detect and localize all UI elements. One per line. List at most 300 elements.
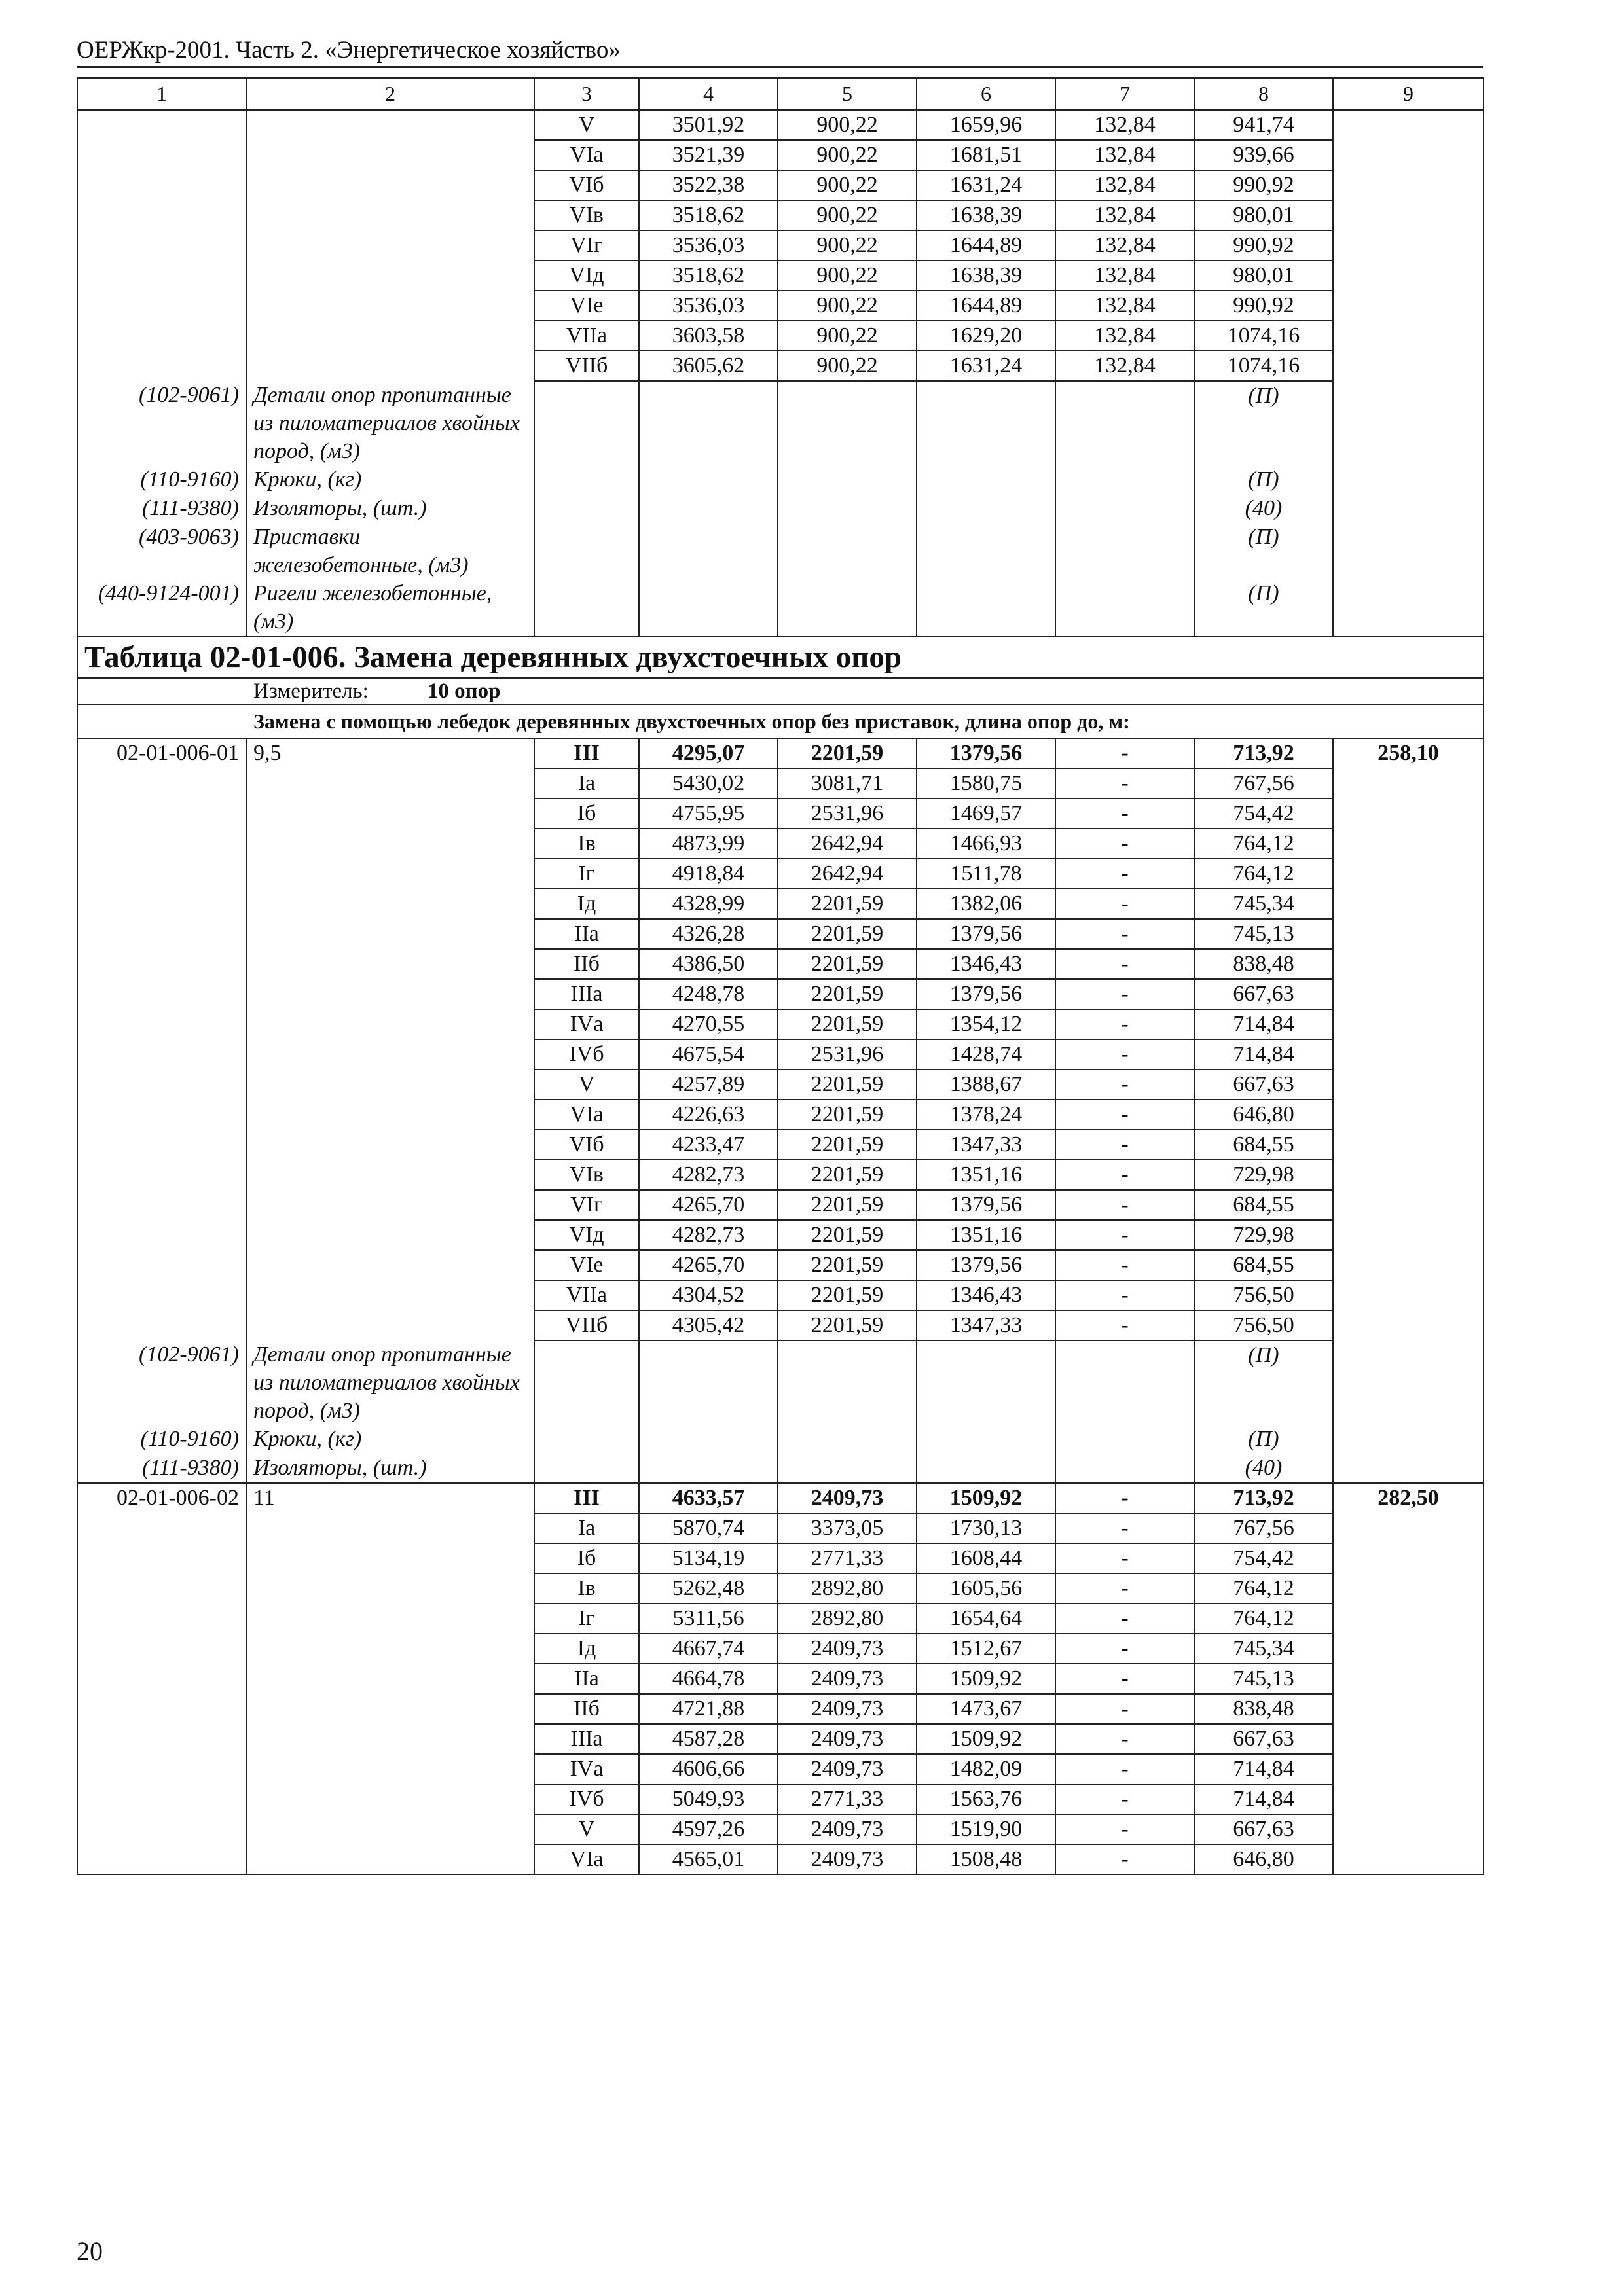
- value-cell: 4918,84: [639, 859, 778, 889]
- value-cell: 4664,78: [639, 1664, 778, 1694]
- value-cell: 4326,28: [639, 919, 778, 949]
- total-cell: [1333, 1814, 1484, 1844]
- data-row: [77, 738, 1484, 768]
- total-cell: [1333, 1513, 1484, 1543]
- material-qty: (П): [1194, 381, 1333, 465]
- value-cell: 2531,96: [778, 798, 917, 829]
- value-cell: 900,22: [778, 140, 917, 170]
- empty-cell: [917, 1425, 1055, 1454]
- rate-name: [246, 1634, 534, 1664]
- value-cell: 900,22: [778, 351, 917, 381]
- value-cell: 5049,93: [639, 1784, 778, 1814]
- total-cell: [1333, 1844, 1484, 1874]
- value-cell: 2201,59: [778, 1190, 917, 1220]
- data-row: [77, 1634, 1484, 1664]
- value-cell: -: [1055, 1844, 1194, 1874]
- value-cell: 1469,57: [917, 798, 1055, 829]
- value-cell: -: [1055, 1220, 1194, 1250]
- value-cell: VIе: [534, 291, 639, 321]
- material-code: (102-9061): [77, 381, 246, 465]
- material-row: [77, 1425, 1484, 1454]
- value-cell: 980,01: [1194, 200, 1333, 230]
- value-cell: VIа: [534, 1100, 639, 1130]
- rates-table: [77, 77, 1484, 1875]
- value-cell: 1509,92: [917, 1724, 1055, 1754]
- name-cell: [246, 351, 534, 381]
- data-row: [77, 1573, 1484, 1604]
- rate-code: [77, 1814, 246, 1844]
- value-cell: 1638,39: [917, 200, 1055, 230]
- value-cell: 646,80: [1194, 1100, 1333, 1130]
- value-cell: 2531,96: [778, 1039, 917, 1069]
- value-cell: 764,12: [1194, 1604, 1333, 1634]
- material-code: (440-9124-001): [77, 579, 246, 636]
- data-row: [77, 1724, 1484, 1754]
- data-row: [77, 798, 1484, 829]
- value-cell: 745,13: [1194, 1664, 1333, 1694]
- value-cell: 941,74: [1194, 110, 1333, 140]
- value-cell: 2409,73: [778, 1754, 917, 1784]
- value-cell: 2409,73: [778, 1483, 917, 1513]
- value-cell: 1354,12: [917, 1009, 1055, 1039]
- empty-cell: [917, 494, 1055, 523]
- value-cell: VIд: [534, 260, 639, 291]
- value-cell: 667,63: [1194, 1724, 1333, 1754]
- value-cell: 729,98: [1194, 1160, 1333, 1190]
- rate-code: [77, 1694, 246, 1724]
- value-cell: -: [1055, 1483, 1194, 1513]
- empty-cell: [778, 1454, 917, 1483]
- column-header: 7: [1055, 78, 1194, 110]
- value-cell: IIIа: [534, 979, 639, 1009]
- value-cell: 1631,24: [917, 351, 1055, 381]
- empty-cell: [1333, 1454, 1484, 1483]
- value-cell: -: [1055, 798, 1194, 829]
- value-cell: VIа: [534, 140, 639, 170]
- value-cell: 2201,59: [778, 1130, 917, 1160]
- total-cell: [1333, 1130, 1484, 1160]
- data-row: [77, 1100, 1484, 1130]
- value-cell: 1379,56: [917, 1250, 1055, 1280]
- total-cell: [1333, 1069, 1484, 1100]
- value-cell: 5430,02: [639, 768, 778, 798]
- rate-code: 02-01-006-01: [77, 738, 246, 768]
- value-cell: -: [1055, 1664, 1194, 1694]
- empty-cell: [534, 1340, 639, 1425]
- material-name: Ригели железобетонные, (м3): [246, 579, 534, 636]
- rate-name: [246, 798, 534, 829]
- data-row: [77, 1039, 1484, 1069]
- value-cell: 2201,59: [778, 738, 917, 768]
- data-row: [77, 1754, 1484, 1784]
- value-cell: 714,84: [1194, 1754, 1333, 1784]
- code-cell: [77, 321, 246, 351]
- rate-code: [77, 1160, 246, 1190]
- value-cell: VIд: [534, 1220, 639, 1250]
- total-cell: [1333, 351, 1484, 381]
- value-cell: 4667,74: [639, 1634, 778, 1664]
- total-cell: [1333, 1573, 1484, 1604]
- material-code: (403-9063): [77, 523, 246, 579]
- total-cell: [1333, 768, 1484, 798]
- code-cell: [77, 140, 246, 170]
- value-cell: IVа: [534, 1009, 639, 1039]
- value-cell: 3081,71: [778, 768, 917, 798]
- rate-code: [77, 979, 246, 1009]
- empty-cell: [1055, 523, 1194, 579]
- total-cell: [1333, 1009, 1484, 1039]
- total-cell: [1333, 829, 1484, 859]
- empty-cell: [778, 1425, 917, 1454]
- value-cell: VIе: [534, 1250, 639, 1280]
- material-qty: (П): [1194, 465, 1333, 494]
- value-cell: 4233,47: [639, 1130, 778, 1160]
- value-cell: 2409,73: [778, 1634, 917, 1664]
- rate-code: [77, 768, 246, 798]
- empty-cell: [534, 381, 639, 465]
- value-cell: 132,84: [1055, 351, 1194, 381]
- value-cell: 132,84: [1055, 200, 1194, 230]
- empty-cell: [1333, 523, 1484, 579]
- data-row: [77, 768, 1484, 798]
- value-cell: 1473,67: [917, 1694, 1055, 1724]
- data-row: [77, 1009, 1484, 1039]
- total-cell: [1333, 1220, 1484, 1250]
- value-cell: 745,34: [1194, 1634, 1333, 1664]
- value-cell: Iб: [534, 798, 639, 829]
- value-cell: 4565,01: [639, 1844, 778, 1874]
- material-code: (102-9061): [77, 1340, 246, 1425]
- value-cell: -: [1055, 1604, 1194, 1634]
- data-row: [77, 889, 1484, 919]
- value-cell: 745,13: [1194, 919, 1333, 949]
- value-cell: 3536,03: [639, 230, 778, 260]
- value-cell: 1379,56: [917, 979, 1055, 1009]
- value-cell: 132,84: [1055, 260, 1194, 291]
- column-header: 8: [1194, 78, 1333, 110]
- value-cell: -: [1055, 1573, 1194, 1604]
- value-cell: 1511,78: [917, 859, 1055, 889]
- value-cell: 4386,50: [639, 949, 778, 979]
- page-header: ОЕРЖкр-2001. Часть 2. «Энергетическое хозяйство»: [77, 38, 1483, 68]
- empty-cell: [1333, 381, 1484, 465]
- empty-cell: [1333, 465, 1484, 494]
- value-cell: 2642,94: [778, 859, 917, 889]
- value-cell: 4633,57: [639, 1483, 778, 1513]
- value-cell: -: [1055, 1190, 1194, 1220]
- value-cell: 3605,62: [639, 351, 778, 381]
- value-cell: 4304,52: [639, 1280, 778, 1310]
- rate-name: [246, 1784, 534, 1814]
- data-row: [77, 1310, 1484, 1340]
- value-cell: IVб: [534, 1784, 639, 1814]
- empty-cell: [778, 579, 917, 636]
- name-cell: [246, 110, 534, 140]
- value-cell: 980,01: [1194, 260, 1333, 291]
- total-cell: [1333, 859, 1484, 889]
- column-header: 2: [246, 78, 534, 110]
- empty-cell: [917, 381, 1055, 465]
- value-cell: -: [1055, 1250, 1194, 1280]
- data-row: [77, 829, 1484, 859]
- data-row: [77, 1069, 1484, 1100]
- rate-code: [77, 1310, 246, 1340]
- value-cell: 745,34: [1194, 889, 1333, 919]
- total-cell: [1333, 889, 1484, 919]
- material-qty: (П): [1194, 523, 1333, 579]
- rate-code: [77, 1280, 246, 1310]
- value-cell: 684,55: [1194, 1250, 1333, 1280]
- value-cell: 1379,56: [917, 738, 1055, 768]
- value-cell: 1608,44: [917, 1543, 1055, 1573]
- rate-code: [77, 1543, 246, 1573]
- empty-cell: [917, 523, 1055, 579]
- rate-name: [246, 1130, 534, 1160]
- value-cell: 684,55: [1194, 1190, 1333, 1220]
- value-cell: 1509,92: [917, 1664, 1055, 1694]
- data-row: [77, 200, 1484, 230]
- value-cell: 1074,16: [1194, 321, 1333, 351]
- material-qty: (П): [1194, 579, 1333, 636]
- value-cell: 2409,73: [778, 1664, 917, 1694]
- rate-code: [77, 1664, 246, 1694]
- empty-cell: [917, 465, 1055, 494]
- name-cell: [246, 260, 534, 291]
- value-cell: 132,84: [1055, 140, 1194, 170]
- value-cell: 2201,59: [778, 1280, 917, 1310]
- value-cell: 646,80: [1194, 1844, 1333, 1874]
- material-name: Детали опор пропитанные из пиломатериалов хвойных пород, (м3): [246, 1340, 534, 1425]
- material-qty: (40): [1194, 1454, 1333, 1483]
- empty-cell: [639, 465, 778, 494]
- empty-cell: [1055, 1340, 1194, 1425]
- value-cell: 714,84: [1194, 1039, 1333, 1069]
- value-cell: -: [1055, 1784, 1194, 1814]
- name-cell: [246, 230, 534, 260]
- rate-code: [77, 1069, 246, 1100]
- value-cell: 132,84: [1055, 230, 1194, 260]
- column-header: 1: [77, 78, 246, 110]
- data-row: [77, 1543, 1484, 1573]
- total-cell: [1333, 1694, 1484, 1724]
- total-cell: [1333, 798, 1484, 829]
- total-cell: [1333, 230, 1484, 260]
- value-cell: IIIа: [534, 1724, 639, 1754]
- material-row: [77, 523, 1484, 579]
- value-cell: -: [1055, 1634, 1194, 1664]
- total-cell: [1333, 1100, 1484, 1130]
- value-cell: 1351,16: [917, 1220, 1055, 1250]
- table-body: [77, 78, 1484, 1874]
- value-cell: 2201,59: [778, 1310, 917, 1340]
- empty-cell: [778, 381, 917, 465]
- column-header: 9: [1333, 78, 1484, 110]
- value-cell: 756,50: [1194, 1280, 1333, 1310]
- value-cell: 2201,59: [778, 1220, 917, 1250]
- data-row: [77, 1664, 1484, 1694]
- rate-name: [246, 1513, 534, 1543]
- name-cell: [246, 200, 534, 230]
- rate-name: [246, 768, 534, 798]
- empty-cell: [1333, 1425, 1484, 1454]
- rate-name: [246, 859, 534, 889]
- rate-code: [77, 1844, 246, 1874]
- code-cell: [77, 110, 246, 140]
- value-cell: 1519,90: [917, 1814, 1055, 1844]
- value-cell: 1346,43: [917, 1280, 1055, 1310]
- value-cell: -: [1055, 889, 1194, 919]
- value-cell: -: [1055, 1280, 1194, 1310]
- total-cell: [1333, 919, 1484, 949]
- rate-name: [246, 979, 534, 1009]
- rate-code: [77, 798, 246, 829]
- value-cell: -: [1055, 738, 1194, 768]
- value-cell: III: [534, 738, 639, 768]
- rate-name: [246, 1754, 534, 1784]
- data-row: [77, 170, 1484, 200]
- rate-name: [246, 1250, 534, 1280]
- value-cell: IIб: [534, 1694, 639, 1724]
- column-header: 3: [534, 78, 639, 110]
- material-name: Изоляторы, (шт.): [246, 1454, 534, 1483]
- total-cell: [1333, 1784, 1484, 1814]
- rate-code: [77, 1604, 246, 1634]
- rate-code: [77, 1100, 246, 1130]
- subheading: Замена с помощью лебедок деревянных двухстоечных опор без приставок, длина опор до, м:: [77, 704, 1484, 738]
- material-name: Крюки, (кг): [246, 1425, 534, 1454]
- value-cell: -: [1055, 1694, 1194, 1724]
- value-cell: 3603,58: [639, 321, 778, 351]
- empty-cell: [1055, 1454, 1194, 1483]
- empty-cell: [778, 494, 917, 523]
- material-row: [77, 494, 1484, 523]
- rate-code: [77, 1754, 246, 1784]
- rate-name: [246, 1100, 534, 1130]
- empty-cell: [1055, 1425, 1194, 1454]
- value-cell: 900,22: [778, 230, 917, 260]
- value-cell: 714,84: [1194, 1784, 1333, 1814]
- material-code: (111-9380): [77, 1454, 246, 1483]
- value-cell: V: [534, 1814, 639, 1844]
- empty-cell: [1333, 494, 1484, 523]
- value-cell: 2201,59: [778, 1009, 917, 1039]
- value-cell: VIб: [534, 1130, 639, 1160]
- material-name: Крюки, (кг): [246, 465, 534, 494]
- value-cell: 2201,59: [778, 979, 917, 1009]
- value-cell: IVб: [534, 1039, 639, 1069]
- value-cell: -: [1055, 1069, 1194, 1100]
- total-cell: [1333, 1634, 1484, 1664]
- value-cell: 3536,03: [639, 291, 778, 321]
- value-cell: 764,12: [1194, 829, 1333, 859]
- rate-name: 11: [246, 1483, 534, 1513]
- value-cell: 667,63: [1194, 1814, 1333, 1844]
- rate-code: [77, 889, 246, 919]
- value-cell: 754,42: [1194, 798, 1333, 829]
- value-cell: 990,92: [1194, 291, 1333, 321]
- data-row: [77, 1694, 1484, 1724]
- rate-name: [246, 1694, 534, 1724]
- total-cell: [1333, 1664, 1484, 1694]
- value-cell: VIг: [534, 1190, 639, 1220]
- value-cell: 4587,28: [639, 1724, 778, 1754]
- name-cell: [246, 170, 534, 200]
- value-cell: 1508,48: [917, 1844, 1055, 1874]
- total-cell: 282,50: [1333, 1483, 1484, 1513]
- value-cell: IIа: [534, 919, 639, 949]
- rate-name: [246, 1009, 534, 1039]
- value-cell: 4755,95: [639, 798, 778, 829]
- value-cell: Iг: [534, 859, 639, 889]
- table-title: Таблица 02-01-006. Замена деревянных двухстоечных опор: [77, 636, 1484, 678]
- rate-code: [77, 1573, 246, 1604]
- data-row: [77, 291, 1484, 321]
- value-cell: Iд: [534, 889, 639, 919]
- material-row: [77, 381, 1484, 465]
- material-row: [77, 579, 1484, 636]
- value-cell: 4721,88: [639, 1694, 778, 1724]
- name-cell: [246, 321, 534, 351]
- empty-cell: [917, 1340, 1055, 1425]
- value-cell: 1629,20: [917, 321, 1055, 351]
- measure-cell: [77, 678, 1484, 704]
- subheading-row: [77, 704, 1484, 738]
- total-cell: [1333, 1310, 1484, 1340]
- value-cell: -: [1055, 1754, 1194, 1784]
- data-row: [77, 321, 1484, 351]
- rate-code: [77, 1039, 246, 1069]
- data-row: [77, 1483, 1484, 1513]
- code-cell: [77, 230, 246, 260]
- value-cell: 713,92: [1194, 1483, 1333, 1513]
- value-cell: 3501,92: [639, 110, 778, 140]
- value-cell: 4597,26: [639, 1814, 778, 1844]
- empty-cell: [1055, 465, 1194, 494]
- total-cell: [1333, 1190, 1484, 1220]
- value-cell: 713,92: [1194, 738, 1333, 768]
- rate-code: [77, 829, 246, 859]
- name-cell: [246, 140, 534, 170]
- value-cell: VIIа: [534, 1280, 639, 1310]
- value-cell: 2409,73: [778, 1844, 917, 1874]
- rate-name: [246, 1814, 534, 1844]
- value-cell: 1654,64: [917, 1604, 1055, 1634]
- value-cell: 2771,33: [778, 1784, 917, 1814]
- total-cell: [1333, 1754, 1484, 1784]
- total-cell: 258,10: [1333, 738, 1484, 768]
- value-cell: 900,22: [778, 110, 917, 140]
- value-cell: -: [1055, 1130, 1194, 1160]
- value-cell: -: [1055, 859, 1194, 889]
- value-cell: 667,63: [1194, 979, 1333, 1009]
- material-code: (110-9160): [77, 465, 246, 494]
- code-cell: [77, 200, 246, 230]
- rate-name: [246, 1039, 534, 1069]
- value-cell: IVа: [534, 1754, 639, 1784]
- material-row: [77, 1454, 1484, 1483]
- material-code: (110-9160): [77, 1425, 246, 1454]
- value-cell: 767,56: [1194, 768, 1333, 798]
- value-cell: 2201,59: [778, 919, 917, 949]
- value-cell: 1509,92: [917, 1483, 1055, 1513]
- material-code: (111-9380): [77, 494, 246, 523]
- value-cell: 3522,38: [639, 170, 778, 200]
- value-cell: V: [534, 1069, 639, 1100]
- value-cell: 1428,74: [917, 1039, 1055, 1069]
- data-row: [77, 230, 1484, 260]
- value-cell: 990,92: [1194, 170, 1333, 200]
- material-qty: (П): [1194, 1340, 1333, 1425]
